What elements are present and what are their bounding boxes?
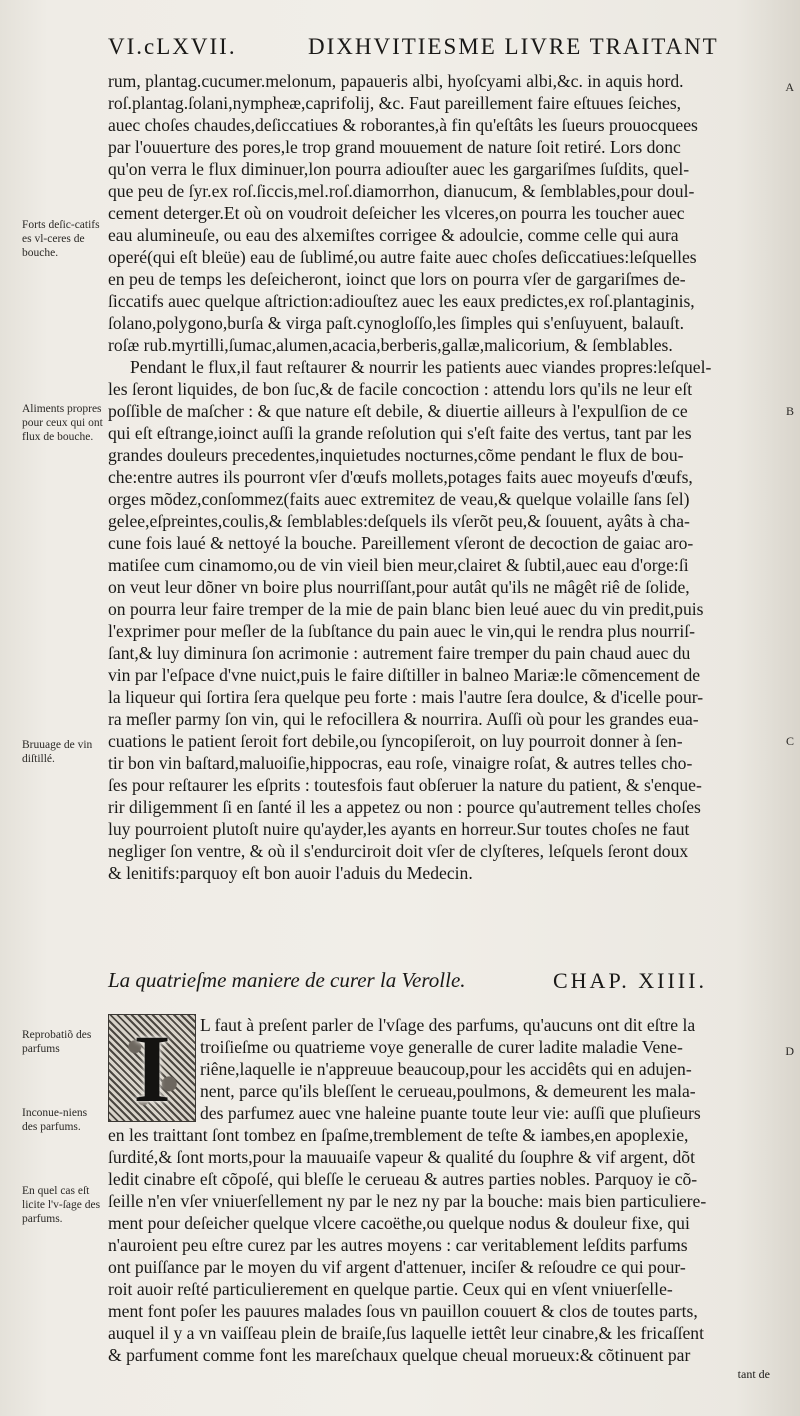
chapter-title: La quatrieſme maniere de curer la Verolle. bbox=[108, 968, 466, 992]
margin-note-reprobation: Reprobatiõ des parfums bbox=[22, 1029, 92, 1055]
text-line: che:entre autres ils pourront vſer d'œufs mollets,potages faits auec moyeufs d'œufs, bbox=[108, 467, 693, 487]
text-line: des parfumez auec vne haleine puante toute leur vie: auſſi que pluſieurs bbox=[200, 1103, 701, 1123]
text-line: roſæ rub.myrtilli,ſumac,alumen,acacia,berberis,gallæ,malicorium, & ſemblables. bbox=[108, 335, 673, 355]
text-line: en peu de temps les deſeicheront, ioinct que lors on pourra vſer de gargariſmes de- bbox=[108, 269, 686, 289]
text-line: cement deterger.Et où on voudroit deſeicher les vlceres,on pourra les toucher auec bbox=[108, 203, 685, 223]
text-line: operé(qui eſt bleüe) eau de ſublimé,ou autre faite auec choſes deſiccatiues:leſquelles bbox=[108, 247, 697, 267]
text-line: ſant,& luy diminura ſon acrimonie : autrement faire tremper du pain chaud auec du bbox=[108, 643, 691, 663]
page-header bbox=[108, 34, 768, 68]
margin-note-bruuage: Bruuage de vin diſtillé. bbox=[22, 739, 93, 765]
text-line: matiſee cum cinamomo,ou de vin vieil bien meur,clairet & ſubtil,auec eau d'orge:ſi bbox=[108, 555, 689, 575]
text-line: auec choſes chaudes,deſiccatiues & roborantes,à fin qu'eſtâts les ſueurs prouocquees bbox=[108, 115, 698, 135]
text-line: eau alumineuſe, ou eau des alxemiſtes corrigee & adoulcie, comme celle qui aura bbox=[108, 225, 679, 245]
text-line: & parfument comme font les mareſchaux quelque cheual morueux:& cõtinuent par bbox=[108, 1345, 691, 1365]
text-line: roit auoir reſté particulierement en quelque partie. Ceux qui en vſent vniuerſelle- bbox=[108, 1279, 673, 1299]
text-line: ment pour deſeicher quelque vlcere cacoëthe,ou quelque nodus & douleur fixe, qui bbox=[108, 1213, 690, 1233]
margin-note-licite: En quel cas eſt licite l'v-ſage des parfums. bbox=[22, 1185, 101, 1225]
text-line: luy pourroient plutoſt nuire qu'ayder,les ayants en horreur.Sur toutes choſes ne faut bbox=[108, 819, 690, 839]
text-line: par l'ouuerture des pores,le trop grand mouuement de nature ſoit retiré. Lors donc bbox=[108, 137, 681, 157]
text-line: en les traittant ſont tombez en ſpaſme,tremblement de teſte & iambes,en apoplexie, bbox=[108, 1125, 689, 1145]
margin-letter-d: D bbox=[785, 1044, 794, 1058]
text-line: orges mõdez,conſommez(faits auec extremitez de veau,& quelque volaille ſans ſel) bbox=[108, 489, 690, 509]
text-line: que peu de ſyr.ex roſ.ſiccis,mel.roſ.diamorrhon, dianucum, & ſemblables,pour doul- bbox=[108, 181, 695, 201]
text-line: ſeille n'en vſer vniuerſellement ny par le nez ny par la bouche: mais bien particuliere- bbox=[108, 1191, 707, 1211]
text-line: ſiccatifs auec quelque aſtriction:adiouſtez auec les eaux predictes,ex roſ.plantaginis, bbox=[108, 291, 695, 311]
text-line: & lenitifs:parquoy eſt bon auoir l'aduis du Medecin. bbox=[108, 863, 473, 883]
text-line: la liqueur qui ſortira ſera quelque peu forte : mais l'autre ſera doulce, & d'icelle pour- bbox=[108, 687, 704, 707]
text-line: qu'on verra le flux diminuer,lon pourra adiouſter auec les gargariſmes ſuſdits, quel- bbox=[108, 159, 690, 179]
text-line: grandes douleurs precedentes,inquietudes nocturnes,cõme pendant le flux de bou- bbox=[108, 445, 684, 465]
margin-note-aliments: Aliments propres pour ceux qui ont flux de bouche. bbox=[22, 403, 103, 443]
chapter-number: CHAP. XIIII. bbox=[553, 968, 707, 993]
text-line: gelee,eſpreintes,coulis,& ſemblables:deſquels ils vſerõt peu,& ſouuent, ayâts à cha- bbox=[108, 511, 690, 531]
margin-letter-c: C bbox=[785, 734, 794, 748]
chapter-heading bbox=[108, 968, 770, 1000]
text-line: qui eſt eſtrange,ioinct auſſi la grande reſolution qui s'eſt faite des vertus, tant par les bbox=[108, 423, 692, 443]
text-line: les ſeront liquides, de bon ſuc,& de facile concoction : attendu lors qu'ils ne leur eſt bbox=[108, 379, 693, 399]
text-line: rir diligemment ſi en ſanté il les a appetez ou non : pource qu'autrement telles choſes bbox=[108, 797, 701, 817]
text-line: ſolano,polygono,burſa & virga paſt.cynogloſſo,les ſimples qui s'enſuyuent, balauſt. bbox=[108, 313, 685, 333]
text-line: ſurdité,& ſont morts,pour la mauuaiſe vapeur & qualité du ſouphre & vif argent, dõt bbox=[108, 1147, 695, 1167]
text-line: n'auroient peu eſtre curez par les autres moyens : car veritablement leſdits parfums bbox=[108, 1235, 688, 1255]
text-line: L faut à preſent parler de l'vſage des parfums, qu'aucuns ont dit eſtre la bbox=[200, 1015, 696, 1035]
text-block-1 bbox=[108, 70, 770, 884]
text-line: on pourra leur faire tremper de la mie de pain blanc bien leué auec du vin predit,puis bbox=[108, 599, 704, 619]
text-line: cuations le patient ſeroit fort debile,ou ſyncopiſeroit, on luy pourroit donner à ſen- bbox=[108, 731, 683, 751]
running-title: DIXHVITIESME LIVRE TRAITANT bbox=[308, 34, 719, 59]
text-line: ment font poſer les pauures malades ſous vn pauillon couuert & clos de toutes parts, bbox=[108, 1301, 698, 1321]
text-line: Pendant le flux,il faut reſtaurer & nourrir les patients auec viandes propres:leſquel- bbox=[130, 357, 712, 377]
text-line: tir bon vin baſtard,maluoiſie,hippocras, eau roſe, vinaigre roſat, & autres telles cho- bbox=[108, 753, 693, 773]
text-line: roſ.plantag.ſolani,nympheæ,caprifolij, &c. Faut pareillement faire eſtuues ſeiches, bbox=[108, 93, 682, 113]
margin-letter-a: A bbox=[785, 80, 794, 94]
text-line: nent, parce qu'ils bleſſent le cerueau,poulmons, & demeurent les mala- bbox=[200, 1081, 696, 1101]
text-line: troiſieſme ou quatrieme voye generalle de curer ladite maladie Vene- bbox=[200, 1037, 683, 1057]
text-line: riêne,laquelle ie n'appreuue beaucoup,pour les accidêts qui en adujen- bbox=[200, 1059, 692, 1079]
margin-letter-b: B bbox=[785, 404, 794, 418]
text-line: cune fois laué & nettoyé la bouche. Pareillement vſeront de decoction de gaiac aro- bbox=[108, 533, 694, 553]
text-line: negliger ſon ventre, & où il s'endurciroit doit vſer de clyſteres, leſquels ſeront doux bbox=[108, 841, 689, 861]
initial-letter: I bbox=[133, 1014, 171, 1122]
margin-note-forts: Forts deſic-catifs es vl-ceres de bouche. bbox=[22, 219, 100, 259]
text-line: vin par l'eſpace d'vne nuict,puis le faire diſtiller in balneo Mariæ:le cõmencement de bbox=[108, 665, 701, 685]
text-block-2 bbox=[108, 1014, 770, 1382]
text-line: l'exprimer pour meſler de la ſubſtance du pain auec le vin,qui le rendra plus nourriſ- bbox=[108, 621, 695, 641]
text-line: ledit cinabre eſt cõpoſé, qui bleſſe le cerueau & autres parties nobles. Parquoy ie cõ- bbox=[108, 1169, 698, 1189]
text-line: ra meſler parmy ſon vin, qui le refocillera & nourrira. Auſſi où pour les grandes eua- bbox=[108, 709, 699, 729]
margin-note-inconueniens: Inconue-niens des parfums. bbox=[22, 1107, 88, 1133]
text-line: ont puiſſance par le moyen du vif argent d'attenuer, inciſer & reſoudre ce qui pour- bbox=[108, 1257, 686, 1277]
catchword: tant de bbox=[737, 1367, 770, 1381]
text-line: auquel il y a vn vaiſſeau plein de braiſe,ſus laquelle iettêt leur cinabre,& les fricaſſent bbox=[108, 1323, 704, 1343]
text-line: on veut leur dõner vn boire plus nourriſſant,pour autât qu'ils ne mâgêt riê de ſolide, bbox=[108, 577, 690, 597]
text-line: poſſible de maſcher : & que nature eſt debile, & diuertie ailleurs à l'expulſion de ce bbox=[108, 401, 688, 421]
text-line: ſes pour reſtaurer les eſprits : toutesfois faut obſeruer la nature du patient, & s'enque- bbox=[108, 775, 702, 795]
text-line: rum, plantag.cucumer.melonum, papaueris albi, hyoſcyami albi,&c. in aquis hord. bbox=[108, 71, 684, 91]
folio-number: VI.cLXVII. bbox=[108, 34, 237, 59]
